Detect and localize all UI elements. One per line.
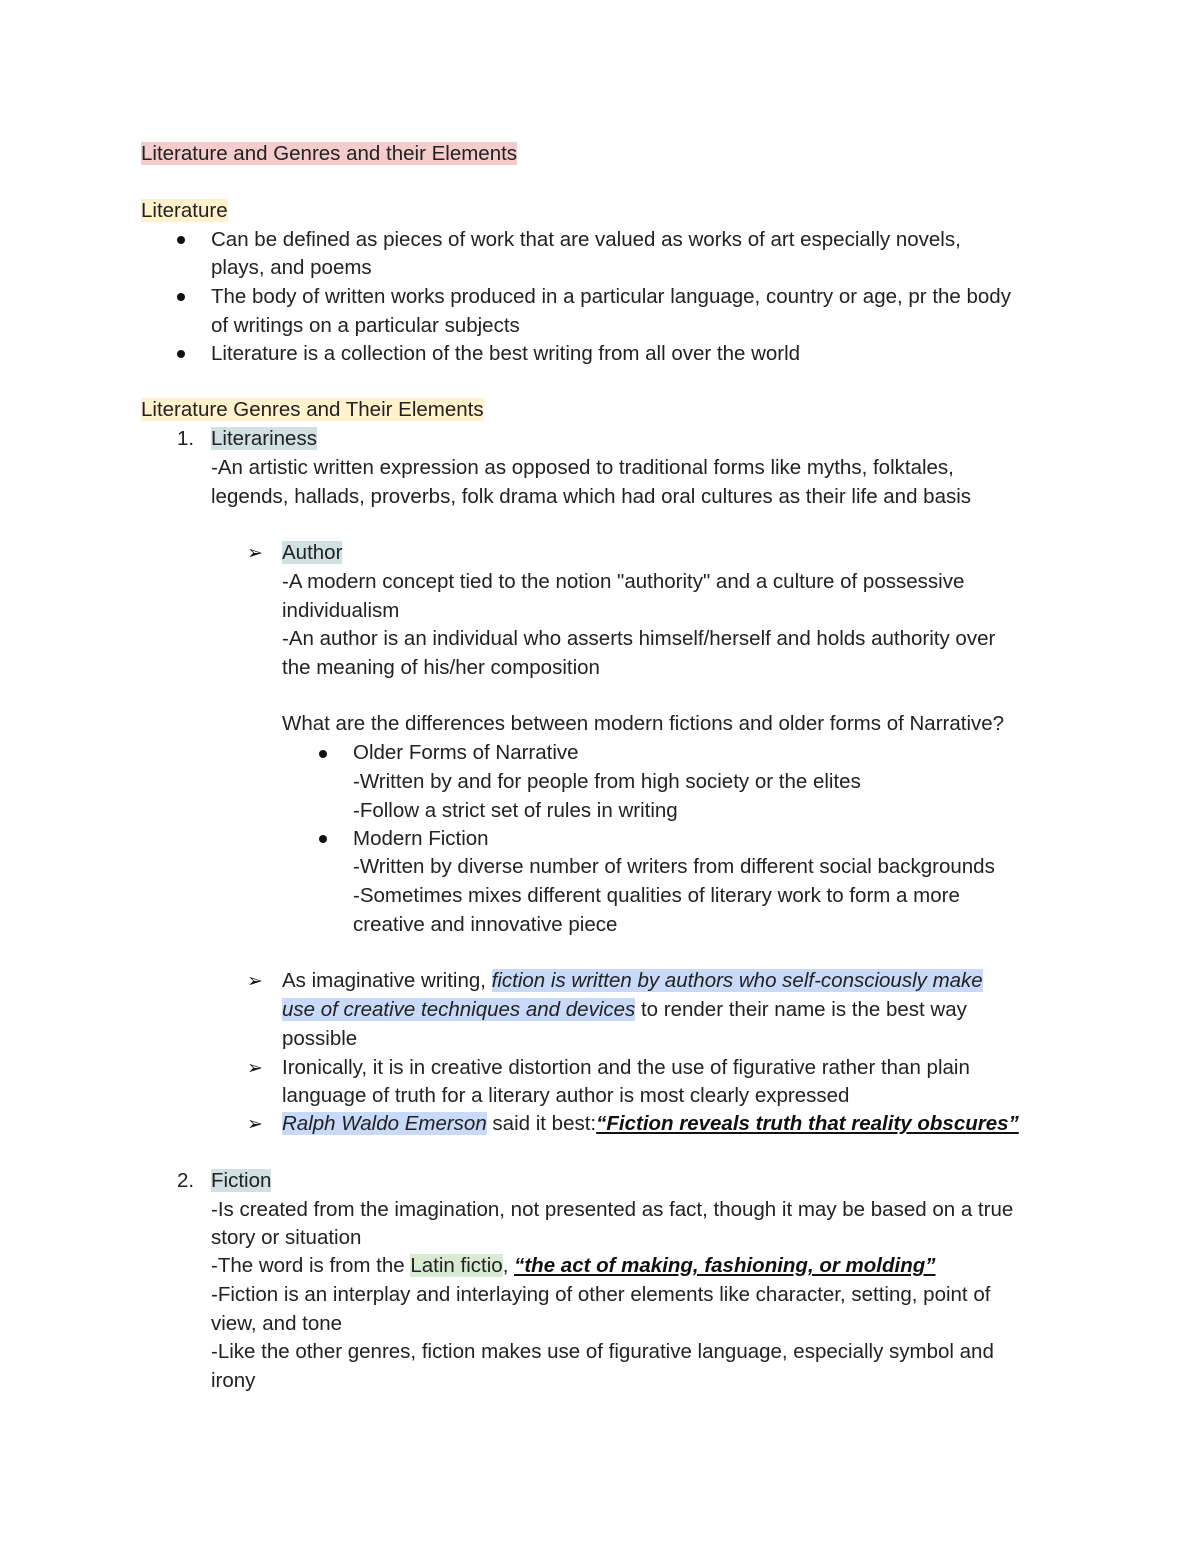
latin-separator: , xyxy=(502,1254,515,1277)
bullet-icon xyxy=(177,293,185,301)
fiction-line-1: -Is created from the imagination, not presented as fact, though it may be based on a true xyxy=(211,1198,1014,1221)
fiction-line-7: irony xyxy=(211,1369,256,1392)
fiction-line-2: story or situation xyxy=(211,1226,362,1249)
bullet-icon xyxy=(177,350,185,358)
imaginative-highlight-2: use of creative techniques and devices xyxy=(282,998,636,1021)
list-number-2: 2. xyxy=(177,1169,195,1192)
fiction-heading xyxy=(211,1167,271,1195)
ironically-line-2: language of truth for a literary author is most clearly expressed xyxy=(282,1084,850,1107)
literariness-heading-text: Literariness xyxy=(211,427,317,450)
bullet-icon xyxy=(319,750,327,758)
author-line-3: -An author is an individual who asserts himself/herself and holds authority over xyxy=(282,627,996,650)
imaginative-post: to render their name is the best way xyxy=(635,998,967,1021)
fiction-line-4: -Fiction is an interplay and interlaying of other elements like character, setting, point of xyxy=(211,1283,991,1306)
imaginative-line-1 xyxy=(282,967,983,995)
author-heading xyxy=(282,539,342,567)
imaginative-pre: As imaginative writing, xyxy=(282,969,492,992)
imaginative-line-2 xyxy=(282,996,967,1024)
fiction-line-6: -Like the other genres, fiction makes use of figurative language, especially symbol and xyxy=(211,1340,994,1363)
imaginative-highlight-1: fiction is written by authors who self-consciously make xyxy=(491,969,983,992)
literariness-heading xyxy=(211,425,317,453)
emerson-quote: “Fiction reveals truth that reality obscures” xyxy=(596,1112,1019,1135)
modern-fiction-line-2: -Sometimes mixes different qualities of literary work to form a more xyxy=(353,884,960,907)
literature-bullet-2-line-1: The body of written works produced in a particular language, country or age, pr the body xyxy=(211,285,1011,308)
author-heading-text: Author xyxy=(282,541,343,564)
bullet-icon xyxy=(177,236,185,244)
genres-heading-text: Literature Genres and Their Elements xyxy=(141,398,484,421)
arrow-bullet-icon: ➢ xyxy=(247,970,263,992)
literariness-desc-line-2: legends, hallads, proverbs, folk drama which had oral cultures as their life and basis xyxy=(211,485,972,508)
literature-bullet-1-line-1: Can be defined as pieces of work that are valued as works of art especially novels, xyxy=(211,228,961,251)
document-title-text: Literature and Genres and their Elements xyxy=(141,142,518,165)
fiction-latin-line xyxy=(211,1252,936,1280)
author-line-4: the meaning of his/her composition xyxy=(282,656,600,679)
fiction-heading-text: Fiction xyxy=(211,1169,272,1192)
emerson-said: said it best: xyxy=(486,1112,597,1135)
older-forms-line-2: -Follow a strict set of rules in writing xyxy=(353,799,678,822)
literature-bullet-1-line-2: plays, and poems xyxy=(211,256,372,279)
literature-heading xyxy=(141,197,228,225)
imaginative-line-3: possible xyxy=(282,1027,358,1050)
author-line-1: -A modern concept tied to the notion "authority" and a culture of possessive xyxy=(282,570,965,593)
modern-fiction-line-1: -Written by diverse number of writers from different social backgrounds xyxy=(353,855,995,878)
fiction-line-5: view, and tone xyxy=(211,1312,343,1335)
literature-bullet-3: Literature is a collection of the best writing from all over the world xyxy=(211,342,801,365)
bullet-icon xyxy=(319,835,327,843)
arrow-bullet-icon: ➢ xyxy=(247,542,263,564)
emerson-line xyxy=(282,1110,1019,1138)
differences-question: What are the differences between modern fictions and older forms of Narrative? xyxy=(282,712,1005,735)
older-forms-label: Older Forms of Narrative xyxy=(353,741,579,764)
literariness-desc-line-1: -An artistic written expression as opposed to traditional forms like myths, folktales, xyxy=(211,456,954,479)
literature-heading-text: Literature xyxy=(141,199,228,222)
list-number-1: 1. xyxy=(177,427,195,450)
literature-bullet-2-line-2: of writings on a particular subjects xyxy=(211,314,520,337)
older-forms-line-1: -Written by and for people from high society or the elites xyxy=(353,770,861,793)
modern-fiction-line-3: creative and innovative piece xyxy=(353,913,618,936)
arrow-bullet-icon: ➢ xyxy=(247,1113,263,1135)
emerson-name: Ralph Waldo Emerson xyxy=(282,1112,487,1135)
author-line-2: individualism xyxy=(282,599,400,622)
latin-highlight: Latin fictio xyxy=(410,1254,503,1277)
latin-quote: “the act of making, fashioning, or molding” xyxy=(514,1254,936,1277)
ironically-line-1: Ironically, it is in creative distortion and the use of figurative rather than plain xyxy=(282,1056,970,1079)
document-title xyxy=(141,140,517,168)
latin-pre: -The word is from the xyxy=(211,1254,411,1277)
modern-fiction-label: Modern Fiction xyxy=(353,827,489,850)
genres-heading xyxy=(141,396,484,424)
arrow-bullet-icon: ➢ xyxy=(247,1057,263,1079)
